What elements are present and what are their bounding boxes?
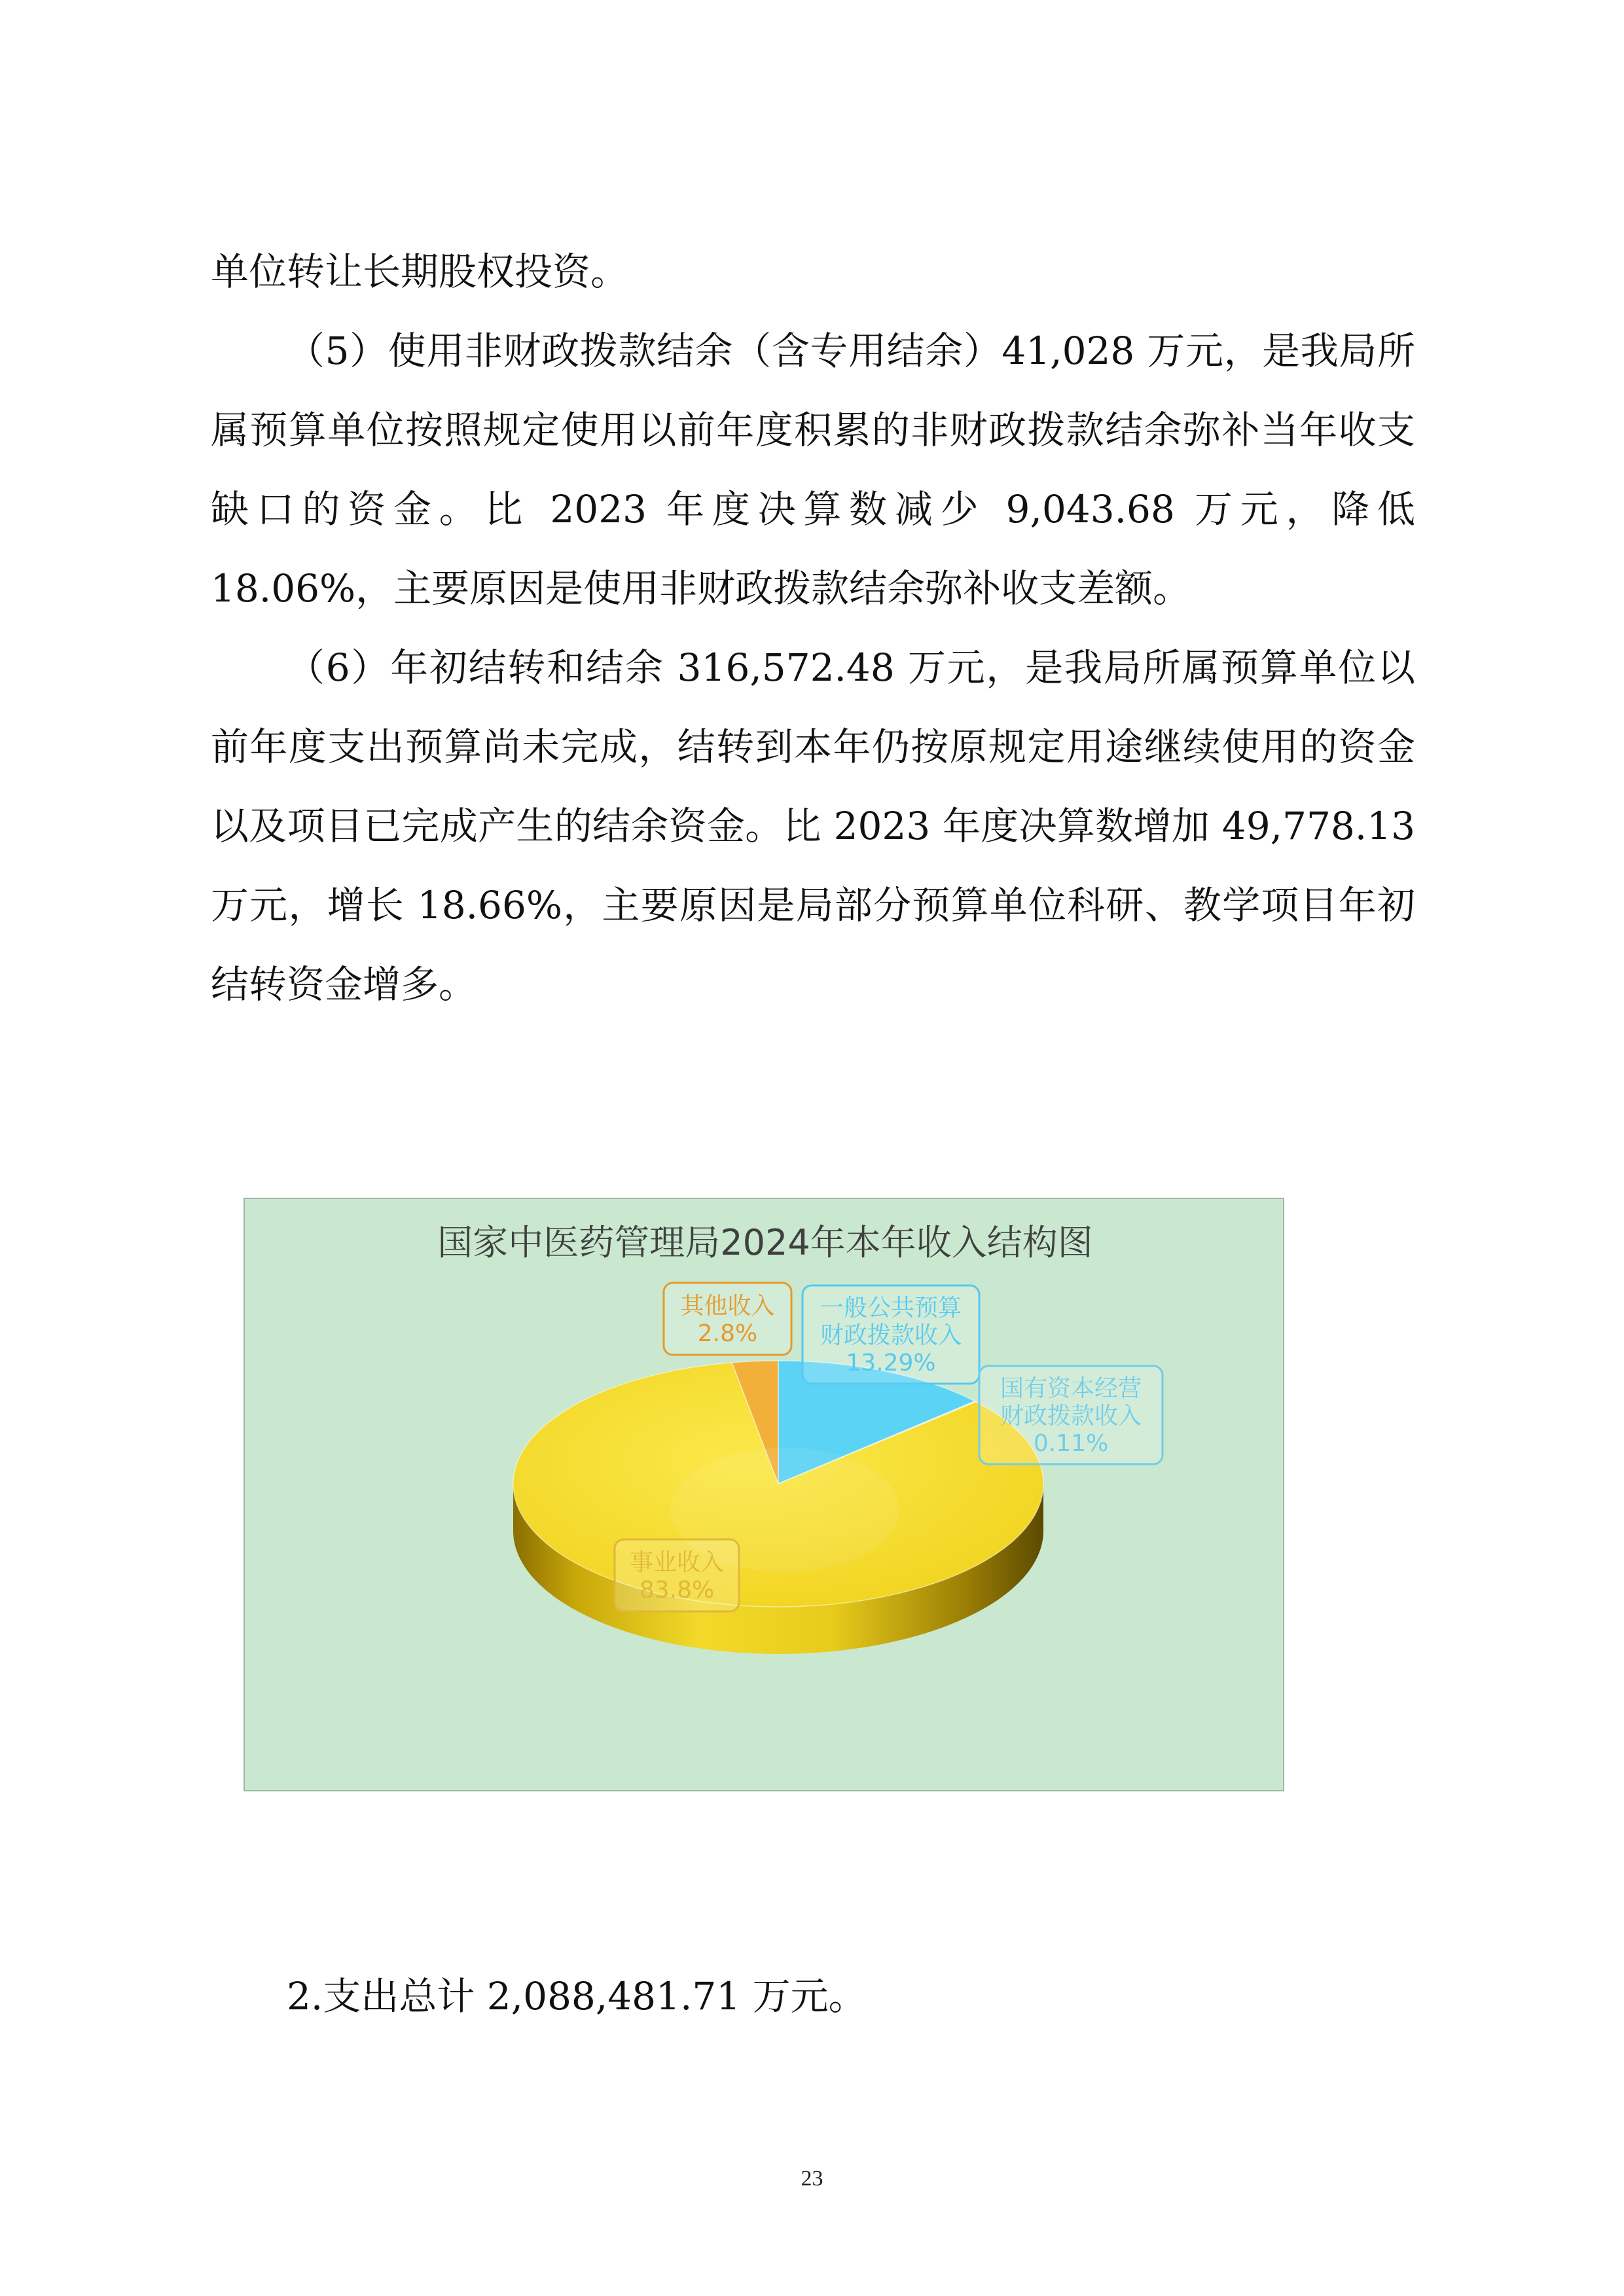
data-label-name: 财政拨款收入 [1000, 1403, 1142, 1429]
data-label-name: 一般公共预算 [820, 1295, 962, 1321]
expenditure-total: 2.支出总计 2,088,481.71 万元。 [287, 1974, 867, 2018]
page-number: 23 [801, 2166, 823, 2191]
data-label-name: 财政拨款收入 [820, 1322, 962, 1349]
paragraph-item-5: （5）使用非财政拨款结余（含专用结余）41,028 万元，是我局所属预算单位按照规定使用以前年度积累的非财政拨款结余弥补当年收支缺口的资金。比 2023 年度决算数减少 9,043.68 万元，降低 18.06%，主要原因是使用非财政拨款结余弥补收支差额。 [211, 329, 1415, 611]
data-label [664, 1283, 791, 1355]
data-label [615, 1539, 739, 1611]
paragraph-item-6: （6）年初结转和结余 316,572.48 万元，是我局所属预算单位以前年度支出预算尚未完成，结转到本年仍按原规定用途继续使用的资金以及项目已完成产生的结余资金。比 2023 年度决算数增加 49,778.13 万元，增长 18.66%，主要原因是局部分预算单位科研、教学项目年初结转资金增多。 [211, 645, 1415, 1007]
body-text [211, 232, 1415, 1024]
data-label [803, 1285, 979, 1384]
data-label [979, 1366, 1163, 1464]
data-label-name: 国有资本经营 [1000, 1375, 1142, 1402]
pie-group [513, 1361, 1043, 1654]
pie-chart-svg [245, 1199, 1286, 1793]
data-label-value: 2.8% [697, 1320, 758, 1347]
data-label-value: 83.8% [639, 1577, 715, 1604]
data-label-name: 事业收入 [629, 1549, 725, 1576]
data-label-value: 13.29% [846, 1350, 936, 1376]
income-structure-chart [244, 1198, 1284, 1791]
data-label-value: 0.11% [1033, 1430, 1109, 1457]
chart-title: 国家中医药管理局2024年本年收入结构图 [437, 1222, 1093, 1263]
paragraph-continued: 单位转让长期股权投资。 [211, 249, 629, 294]
data-label-name: 其他收入 [680, 1293, 775, 1319]
